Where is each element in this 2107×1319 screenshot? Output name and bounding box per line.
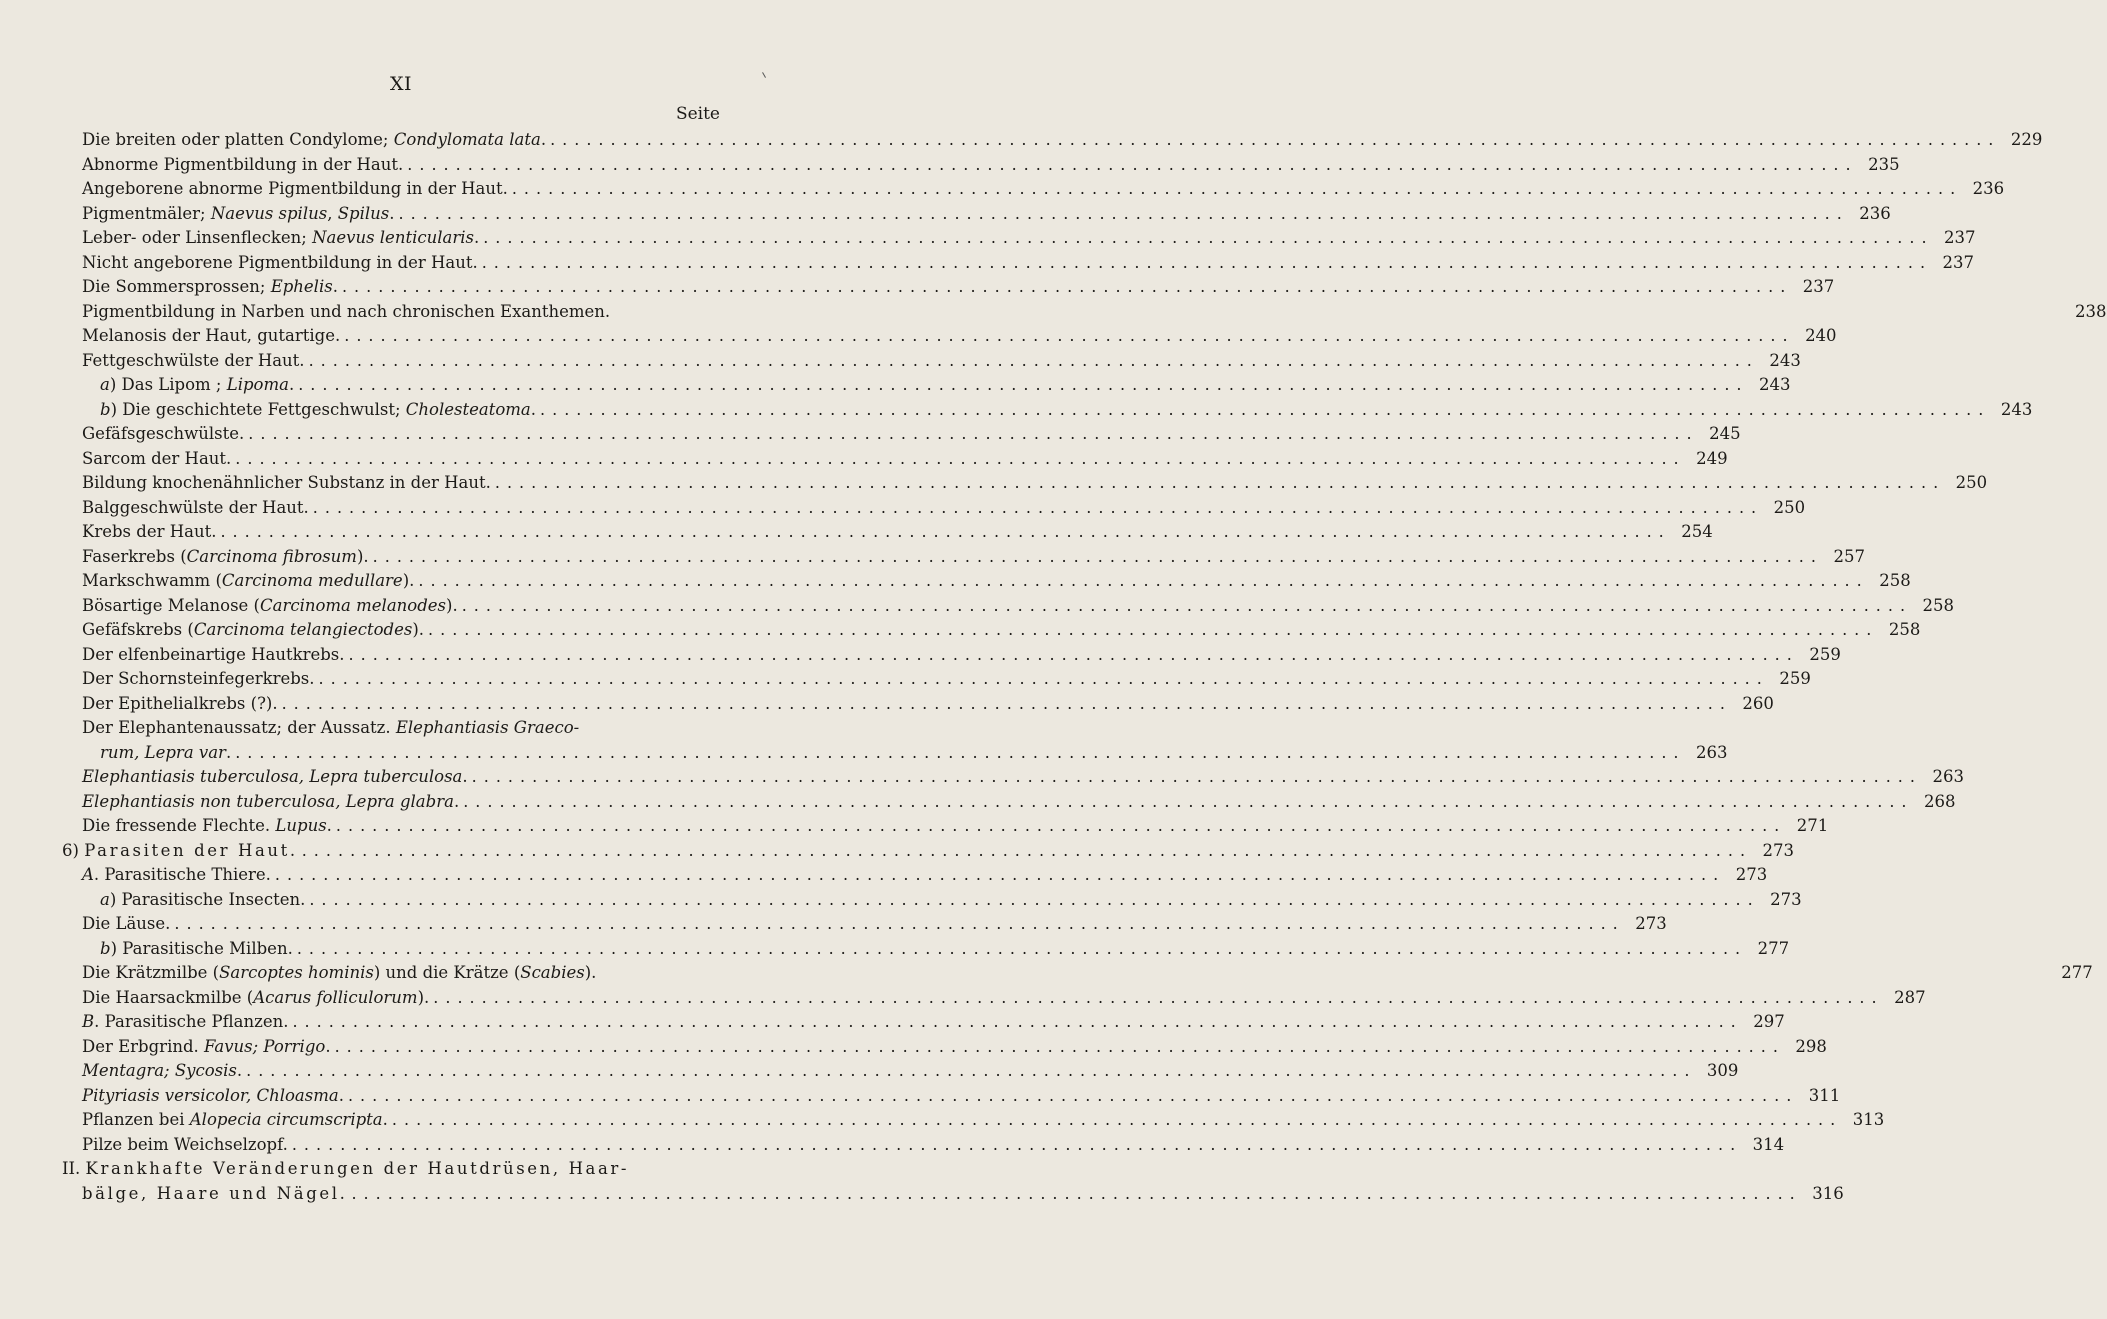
leader-dots xyxy=(483,226,1933,251)
italic-term: Acarus folliculorum xyxy=(253,987,418,1007)
leader-dots xyxy=(512,177,1962,202)
leader-dots xyxy=(313,496,1763,521)
leader-dots xyxy=(540,398,1990,423)
label-text: . Parasitische Thiere. xyxy=(93,865,271,884)
italic-term: Alopecia circumscripta xyxy=(189,1110,383,1129)
italic-term: Sarcoptes hominis xyxy=(219,963,374,982)
toc-entry-page: 250 xyxy=(1773,497,1806,517)
toc-entry-label xyxy=(82,251,478,276)
toc-entry xyxy=(62,1059,1739,1084)
toc-entry xyxy=(62,839,1795,864)
leader-dots xyxy=(292,1133,1742,1158)
leader-dots xyxy=(482,251,1932,276)
leader-dots xyxy=(235,447,1685,472)
toc-entry xyxy=(62,1157,722,1182)
toc-entry-label xyxy=(82,1182,347,1207)
label-text: ). xyxy=(446,595,458,615)
label-text: . xyxy=(338,1085,344,1105)
italic-term: Favus; Porrigo xyxy=(204,1036,326,1056)
toc-entry xyxy=(62,251,1975,276)
toc-entry-page: 238 xyxy=(2075,301,2107,321)
italic-term: Lupus xyxy=(275,816,327,835)
toc-entry-page: 243 xyxy=(1769,350,1801,370)
toc-entry-label xyxy=(82,814,332,839)
toc-entry-label xyxy=(100,373,294,398)
toc-entry xyxy=(62,961,2093,986)
toc-entry-page: 229 xyxy=(2010,130,2043,149)
leader-dots xyxy=(472,765,1922,790)
label-text: Nicht angeborene Pigmentbildung in der Haut. xyxy=(82,252,478,272)
toc-entry xyxy=(62,1010,1785,1035)
toc-entry-page: 297 xyxy=(1753,1012,1785,1031)
leader-dots xyxy=(348,1084,1798,1109)
toc-entry-page: 245 xyxy=(1709,424,1741,443)
label-text: Parasiten der Haut. xyxy=(84,840,298,860)
toc-entry-label xyxy=(62,839,298,864)
label-text: , xyxy=(327,203,338,223)
toc-entry-label xyxy=(82,153,403,178)
toc-entry-label xyxy=(100,398,536,423)
toc-entry xyxy=(62,447,1728,472)
toc-entry xyxy=(62,692,1774,717)
label-text: Krankhafte Veränderungen der Hautdrüsen, Haar- xyxy=(85,1159,630,1178)
leader-dots xyxy=(302,839,1752,864)
label-text: ). xyxy=(356,546,369,566)
toc-entry-page: 258 xyxy=(1922,595,1955,615)
italic-term: Carcinoma fibrosum xyxy=(186,546,357,566)
toc-entry-label xyxy=(82,667,315,692)
toc-entry-label xyxy=(82,202,394,227)
leader-dots xyxy=(246,1059,1696,1084)
toc-entry-label xyxy=(82,863,271,888)
table-of-contents xyxy=(62,128,2107,1206)
seite-column-label: Seite xyxy=(675,104,720,124)
label-text: Der Schornsteinfegerkrebs. xyxy=(82,669,315,688)
italic-term: Spilus xyxy=(337,203,390,223)
toc-entry xyxy=(62,1182,1844,1207)
label-text: Die Läuse. xyxy=(82,914,171,933)
leader-dots xyxy=(275,863,1725,888)
leader-dots xyxy=(342,275,1792,300)
label-text: ) und die Krätze ( xyxy=(373,963,521,982)
label-text: Pflanzen bei xyxy=(82,1110,190,1129)
leader-dots xyxy=(495,471,1945,496)
label-text: Die breiten oder platten Condylome; xyxy=(82,130,394,149)
toc-entry-page: 273 xyxy=(1635,914,1667,933)
toc-entry-label xyxy=(82,226,479,251)
toc-entry xyxy=(62,1035,1827,1060)
toc-entry-label xyxy=(82,324,340,349)
italic-term: Carcinoma medullare xyxy=(221,571,403,590)
toc-entry-page: 243 xyxy=(2000,399,2033,419)
toc-entry xyxy=(62,349,1801,374)
toc-entry-page: 298 xyxy=(1795,1036,1827,1056)
label-text: . xyxy=(453,791,460,811)
leader-dots xyxy=(297,937,1747,962)
toc-entry-page: 235 xyxy=(1868,154,1900,174)
label-text: Der elfenbeinartige Hautkrebs. xyxy=(82,644,345,664)
toc-entry-page: 311 xyxy=(1808,1085,1841,1105)
toc-entry-label xyxy=(82,716,579,741)
toc-entry-label xyxy=(82,300,610,325)
leader-dots xyxy=(174,912,1624,937)
toc-entry-label xyxy=(82,545,369,570)
label-text: ) Parasitische Insecten. xyxy=(109,889,306,909)
label-text: bälge, Haare und Nägel. xyxy=(82,1183,348,1203)
label-text: Leber- oder Linsenflecken; xyxy=(82,228,313,247)
label-text: Gefäfsgeschwülste. xyxy=(82,424,245,443)
label-text: Die fressende Flechte. xyxy=(82,816,276,835)
toc-entry xyxy=(62,912,1667,937)
label-text: . xyxy=(225,742,232,762)
toc-entry xyxy=(62,177,2005,202)
toc-entry xyxy=(62,202,1891,227)
toc-entry-page: 254 xyxy=(1681,522,1713,541)
label-text: . xyxy=(473,228,480,247)
label-text: . Parasitische Pflanzen. xyxy=(94,1012,289,1031)
toc-entry-page: 257 xyxy=(1833,546,1865,566)
toc-entry-label xyxy=(82,520,216,545)
leader-dots xyxy=(418,569,1868,594)
toc-entry-label xyxy=(82,594,458,619)
toc-entry-label xyxy=(82,1035,331,1060)
italic-term: Carcinoma melanodes xyxy=(259,595,447,615)
toc-entry-label xyxy=(82,177,508,202)
label-text: Bildung knochenähnlicher Substanz in der Haut. xyxy=(82,473,491,492)
scan-mark xyxy=(762,68,773,78)
toc-entry-label xyxy=(82,496,309,521)
toc-entry xyxy=(62,716,722,741)
label-text: Die Haarsackmilbe ( xyxy=(82,987,254,1007)
toc-entry-label xyxy=(82,447,231,472)
toc-entry-label xyxy=(82,765,468,790)
label-text: Der Elephantenaussatz; der Aussatz. xyxy=(82,718,396,737)
italic-term: Lipoma xyxy=(226,375,289,394)
toc-entry xyxy=(62,1084,1841,1109)
toc-entry xyxy=(62,300,2107,325)
toc-entry xyxy=(62,888,1802,913)
toc-entry xyxy=(62,765,1964,790)
label-text: ). xyxy=(584,963,597,982)
italic-term: rum, Lepra var xyxy=(100,742,226,762)
toc-entry-page: 273 xyxy=(1770,889,1802,909)
toc-entry-page: 249 xyxy=(1696,448,1728,468)
label-text: Balggeschwülste der Haut. xyxy=(82,497,309,517)
toc-entry-page: 277 xyxy=(2061,963,2093,982)
toc-entry xyxy=(62,1133,1785,1158)
italic-term: Pityriasis versicolor, Chloasma xyxy=(82,1085,339,1105)
toc-entry xyxy=(62,398,2033,423)
label-text: Der Epithelialkrebs (?). xyxy=(82,693,278,713)
label-text: Gefäfskrebs ( xyxy=(82,620,194,639)
label-text: . xyxy=(326,816,332,835)
toc-entry-label xyxy=(100,741,231,766)
label-text: Die Krätzmilbe ( xyxy=(82,963,220,982)
toc-entry xyxy=(62,569,1911,594)
toc-entry xyxy=(62,496,1806,521)
label-text: . xyxy=(236,1061,243,1080)
toc-entry xyxy=(62,226,1976,251)
italic-term: Cholesteatoma xyxy=(405,399,531,419)
toc-entry-page: 237 xyxy=(1942,252,1975,272)
toc-entry-page: 263 xyxy=(1932,767,1964,786)
toc-entry-label xyxy=(82,1108,388,1133)
label-text: ). xyxy=(402,571,415,590)
italic-term: A xyxy=(82,865,94,884)
toc-entry xyxy=(62,520,1713,545)
toc-entry xyxy=(62,545,1865,570)
leader-dots xyxy=(428,618,1878,643)
toc-entry xyxy=(62,153,1900,178)
label-text: Faserkrebs ( xyxy=(82,546,187,566)
label-text: . xyxy=(325,1036,331,1056)
leader-dots xyxy=(550,128,2000,153)
toc-entry-page: 260 xyxy=(1742,693,1774,713)
toc-entry xyxy=(62,618,1921,643)
italic-term: a xyxy=(100,889,110,909)
leader-dots xyxy=(463,790,1913,815)
toc-entry-label xyxy=(82,1084,344,1109)
toc-entry xyxy=(62,471,1988,496)
toc-entry xyxy=(62,324,1837,349)
label-text: Angeborene abnorme Pigmentbildung in der Haut. xyxy=(82,179,508,198)
toc-entry-page: 237 xyxy=(1802,277,1835,296)
toc-entry-page: 314 xyxy=(1752,1134,1785,1154)
italic-term: b xyxy=(100,938,111,958)
toc-entry xyxy=(62,643,1841,668)
toc-entry xyxy=(62,937,1790,962)
toc-entry xyxy=(62,790,1956,815)
toc-entry xyxy=(62,667,1811,692)
leader-dots xyxy=(220,520,1670,545)
label-text: ). xyxy=(412,620,425,639)
toc-entry-label xyxy=(82,643,345,668)
leader-dots xyxy=(392,1108,1842,1133)
label-text: Krebs der Haut. xyxy=(82,522,217,541)
leader-dots xyxy=(298,373,1748,398)
toc-entry-page: 268 xyxy=(1924,791,1956,811)
toc-entry-label xyxy=(82,1133,288,1158)
toc-entry-page: 309 xyxy=(1706,1061,1739,1080)
page-number: XI xyxy=(390,73,413,95)
label-text: Pigmentmäler; xyxy=(82,203,211,223)
toc-entry-page: 271 xyxy=(1796,816,1829,835)
toc-entry-label xyxy=(62,1157,629,1182)
toc-entry xyxy=(62,1108,1885,1133)
label-text: Bösartige Melanose ( xyxy=(82,595,260,615)
label-text: II. xyxy=(62,1159,86,1178)
italic-term: Naevus lenticularis xyxy=(312,228,474,247)
toc-entry-page: 237 xyxy=(1944,228,1976,247)
italic-term: Elephantiasis Graeco- xyxy=(395,718,580,737)
label-text: . xyxy=(288,375,295,394)
toc-entry-page: 240 xyxy=(1805,326,1837,345)
leader-dots xyxy=(248,422,1698,447)
toc-entry-label xyxy=(82,618,424,643)
toc-entry xyxy=(62,741,1728,766)
leader-dots xyxy=(349,643,1799,668)
toc-entry-label xyxy=(82,275,338,300)
label-text: ) Das Lipom ; xyxy=(109,375,227,394)
leader-dots xyxy=(319,667,1769,692)
toc-entry xyxy=(62,986,1926,1011)
toc-entry-label xyxy=(82,471,491,496)
toc-entry xyxy=(62,128,2043,153)
label-text: . xyxy=(389,203,395,223)
toc-entry-page: 243 xyxy=(1759,375,1791,394)
label-text: Markschwamm ( xyxy=(82,571,222,590)
italic-term: Naevus spilus xyxy=(210,203,328,223)
leader-dots xyxy=(351,1182,1801,1207)
label-text: Der Erbgrind. xyxy=(82,1036,205,1056)
italic-term: Elephantiasis tuberculosa, Lepra tuberculosa xyxy=(82,767,463,786)
toc-entry-label xyxy=(82,692,278,717)
toc-entry-page: 258 xyxy=(1879,571,1911,590)
label-text: Sarcom der Haut. xyxy=(82,448,232,468)
toc-entry xyxy=(62,814,1829,839)
italic-term: Mentagra; Sycosis xyxy=(82,1061,237,1080)
toc-entry-label xyxy=(82,569,414,594)
label-text: ) Parasitische Milben. xyxy=(110,938,293,958)
toc-entry-label xyxy=(100,937,293,962)
italic-term: Elephantiasis non tuberculosa, Lepra glabra xyxy=(82,791,454,811)
toc-entry-page: 313 xyxy=(1852,1110,1885,1129)
label-text: Pilze beim Weichselzopf. xyxy=(82,1134,288,1154)
toc-entry-label xyxy=(82,912,170,937)
italic-term: Carcinoma telangiectodes xyxy=(193,620,413,639)
italic-term: a xyxy=(100,375,110,394)
label-text: ) Die geschichtete Fettgeschwulst; xyxy=(110,399,406,419)
toc-entry-page: 258 xyxy=(1888,620,1921,639)
leader-dots xyxy=(462,594,1912,619)
leader-dots xyxy=(235,741,1685,766)
toc-entry xyxy=(62,422,1741,447)
italic-term: Condylomata lata xyxy=(393,130,541,149)
toc-entry-page: 259 xyxy=(1779,669,1811,688)
toc-entry-page: 273 xyxy=(1762,840,1795,860)
toc-entry-page: 263 xyxy=(1696,742,1728,762)
leader-dots xyxy=(292,1010,1742,1035)
label-text: . xyxy=(540,130,547,149)
toc-entry xyxy=(62,275,1835,300)
toc-entry-page: 236 xyxy=(1859,203,1891,223)
toc-entry-page: 287 xyxy=(1894,987,1926,1007)
leader-dots xyxy=(407,153,1857,178)
toc-entry-page: 316 xyxy=(1812,1183,1844,1203)
toc-entry xyxy=(62,863,1768,888)
toc-entry-label xyxy=(82,961,596,986)
label-text: ). xyxy=(417,987,430,1007)
toc-entry-label xyxy=(82,422,244,447)
leader-dots xyxy=(433,986,1883,1011)
toc-entry-label xyxy=(82,1010,288,1035)
label-text: Fettgeschwülste der Haut. xyxy=(82,350,305,370)
label-text: . xyxy=(332,277,338,296)
toc-entry-label xyxy=(82,790,459,815)
toc-entry-label xyxy=(82,349,305,374)
label-text: 6) xyxy=(62,840,85,860)
label-text: Melanosis der Haut, gutartige. xyxy=(82,326,341,345)
italic-term: B xyxy=(82,1012,95,1031)
leader-dots xyxy=(344,324,1794,349)
leader-dots xyxy=(336,814,1786,839)
toc-entry-label xyxy=(82,1059,242,1084)
toc-entry xyxy=(62,594,1955,619)
leader-dots xyxy=(309,888,1759,913)
italic-term: Ephelis xyxy=(270,277,333,296)
label-text: Abnorme Pigmentbildung in der Haut. xyxy=(82,154,404,174)
toc-entry-page: 236 xyxy=(1972,179,2005,198)
toc-entry-page: 259 xyxy=(1809,644,1841,664)
leader-dots xyxy=(335,1035,1785,1060)
toc-entry-page: 250 xyxy=(1955,473,1988,492)
label-text: . xyxy=(382,1110,388,1129)
leader-dots xyxy=(398,202,1848,227)
leader-dots xyxy=(309,349,1759,374)
toc-entry-label xyxy=(82,128,546,153)
leader-dots xyxy=(373,545,1823,570)
toc-entry-page: 277 xyxy=(1757,938,1790,958)
label-text: Pigmentbildung in Narben und nach chronischen Exanthemen. xyxy=(82,301,611,321)
italic-term: b xyxy=(100,399,111,419)
toc-entry-page: 273 xyxy=(1735,865,1768,884)
italic-term: Scabies xyxy=(520,963,585,982)
label-text: . xyxy=(462,767,468,786)
toc-entry-label xyxy=(100,888,305,913)
label-text: Die Sommersprossen; xyxy=(82,277,271,296)
toc-entry-label xyxy=(82,986,429,1011)
toc-entry xyxy=(62,373,1791,398)
leader-dots xyxy=(282,692,1732,717)
label-text: . xyxy=(530,399,537,419)
